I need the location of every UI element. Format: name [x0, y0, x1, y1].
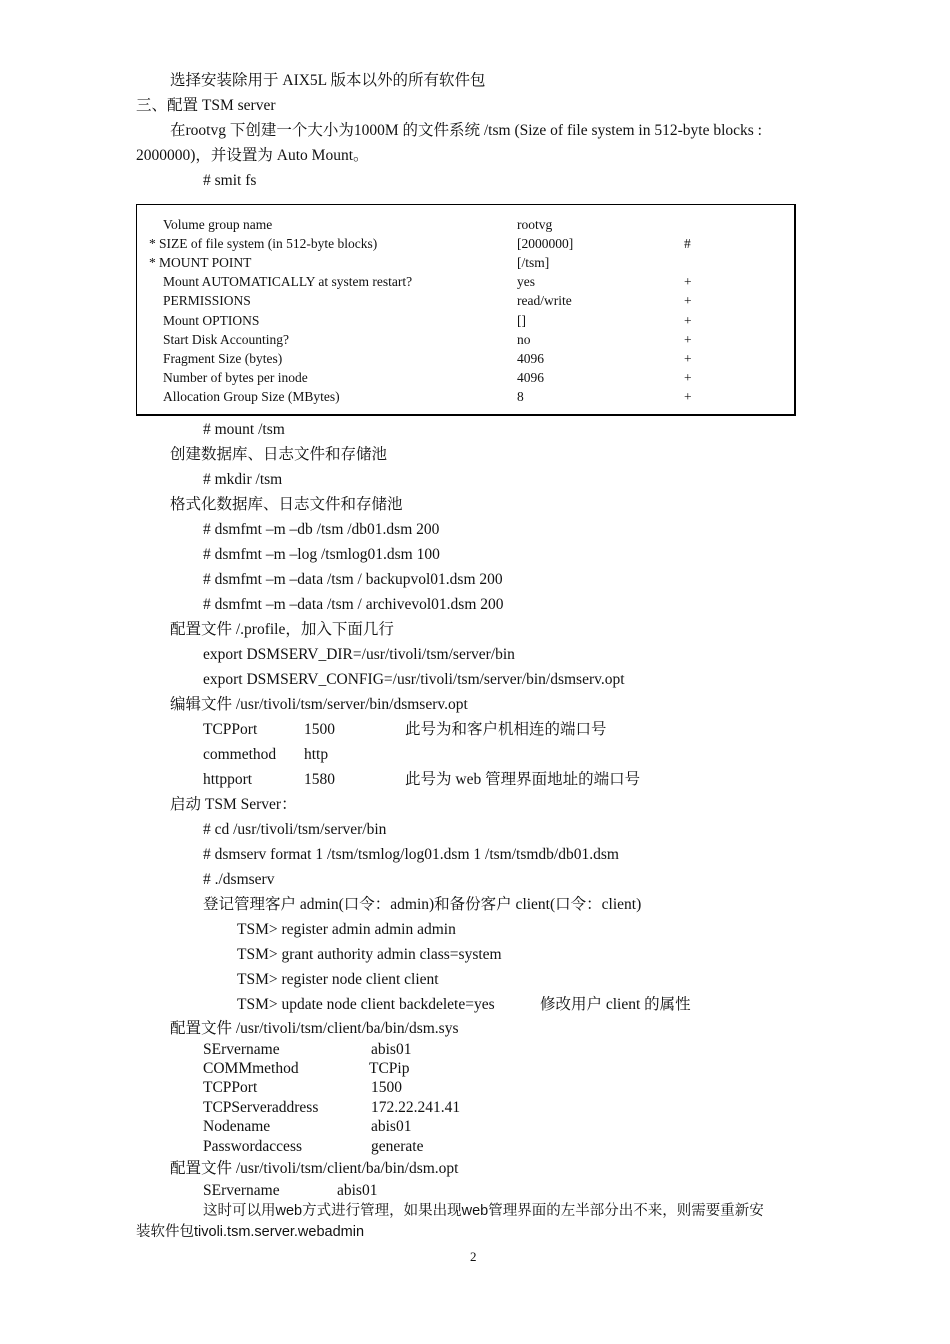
field-label: Volume group name: [163, 217, 273, 232]
sys-key: TCPPort: [203, 1079, 258, 1096]
intro-line: 选择安装除用于 AIX5L 版本以外的所有软件包: [170, 72, 486, 89]
field-suffix: +: [684, 370, 692, 385]
field-suffix: +: [684, 389, 692, 404]
paragraph-line: 在rootvg 下创建一个大小为1000M 的文件系统 /tsm (Size of file system in 512-byte blocks :: [170, 122, 762, 139]
paragraph-line: 2000000)，并设置为 Auto Mount。: [136, 147, 369, 164]
option-key: TCPPort: [203, 721, 258, 738]
opt-value: abis01: [337, 1182, 378, 1199]
field-label: MOUNT POINT: [159, 255, 252, 270]
section-heading: 三、配置 TSM server: [136, 97, 276, 114]
field-suffix: +: [684, 351, 692, 366]
command-line: # dsmserv format 1 /tsm/tsmlog/log01.dsm 1 /tsm/tsmdb/db01.dsm: [203, 846, 619, 863]
field-label: Mount AUTOMATICALLY at system restart?: [163, 274, 413, 289]
opt-key: SErvername: [203, 1182, 280, 1199]
option-note: 此号为和客户机相连的端口号: [405, 721, 607, 738]
field-value: no: [517, 332, 531, 347]
step-heading: 启动 TSM Server：: [170, 796, 297, 813]
final-paragraph-line: 装软件包tivoli.tsm.server.webadmin: [136, 1224, 365, 1240]
required-mark: *: [149, 255, 156, 270]
page-number: 2: [470, 1249, 477, 1264]
field-label: SIZE of file system (in 512-byte blocks): [159, 236, 378, 251]
field-suffix: +: [684, 313, 692, 328]
sys-key: SErvername: [203, 1041, 280, 1058]
field-suffix: +: [684, 332, 692, 347]
field-suffix: +: [684, 274, 692, 289]
command-line: # mount /tsm: [203, 421, 285, 438]
tsm-command: TSM> register node client client: [237, 971, 439, 988]
sys-value: generate: [371, 1138, 424, 1155]
command-line: # ./dsmserv: [203, 871, 275, 888]
field-value: read/write: [517, 293, 572, 308]
tsm-command: TSM> grant authority admin class=system: [237, 946, 502, 963]
step-heading: 配置文件 /usr/tivoli/tsm/client/ba/bin/dsm.opt: [170, 1160, 459, 1177]
field-value: [2000000]: [517, 236, 574, 251]
command-line: export DSMSERV_DIR=/usr/tivoli/tsm/server/bin: [203, 646, 515, 663]
form-row: [149, 254, 252, 272]
final-paragraph-line: 这时可以用web方式进行管理，如果出现web管理界面的左半部分出不来，则需要重新安: [203, 1203, 764, 1219]
option-value: 1580: [304, 771, 335, 788]
field-value: 4096: [517, 351, 544, 366]
command-line: # dsmfmt –m –log /tsmlog01.dsm 100: [203, 546, 440, 563]
step-heading: 编辑文件 /usr/tivoli/tsm/server/bin/dsmserv.opt: [170, 696, 468, 713]
field-label: Start Disk Accounting?: [163, 332, 289, 347]
command-line: export DSMSERV_CONFIG=/usr/tivoli/tsm/server/bin/dsmserv.opt: [203, 671, 625, 688]
field-value: rootvg: [517, 217, 553, 232]
field-value: 4096: [517, 370, 544, 385]
required-mark: *: [149, 236, 156, 251]
command-line: # dsmfmt –m –db /tsm /db01.dsm 200: [203, 521, 440, 538]
field-suffix: +: [684, 293, 692, 308]
command-line: # dsmfmt –m –data /tsm / backupvol01.dsm 200: [203, 571, 503, 588]
step-heading: 创建数据库、日志文件和存储池: [170, 446, 388, 463]
command-line: # smit fs: [203, 172, 257, 189]
field-label: Number of bytes per inode: [163, 370, 308, 385]
step-heading: 配置文件 /.profile，加入下面几行: [170, 621, 394, 638]
command-line: # mkdir /tsm: [203, 471, 283, 488]
sys-key: COMMmethod: [203, 1060, 299, 1077]
sys-value: abis01: [371, 1041, 412, 1058]
option-key: commethod: [203, 746, 277, 763]
sys-key: Passwordaccess: [203, 1138, 303, 1155]
tsm-command-note: 修改用户 client 的属性: [540, 996, 691, 1013]
field-value: 8: [517, 389, 524, 404]
smit-form-box: [136, 204, 796, 416]
field-value: yes: [517, 274, 535, 289]
tsm-command: TSM> register admin admin admin: [237, 921, 456, 938]
option-note: 此号为 web 管理界面地址的端口号: [405, 771, 641, 788]
sys-value: abis01: [371, 1118, 412, 1135]
option-value: http: [304, 746, 329, 763]
option-value: 1500: [304, 721, 335, 738]
register-note: 登记管理客户 admin(口令：admin)和备份客户 client(口令：client): [203, 896, 642, 913]
sys-value: TCPip: [369, 1060, 410, 1077]
sys-value: 172.22.241.41: [371, 1099, 461, 1116]
field-label: PERMISSIONS: [163, 293, 251, 308]
field-suffix: #: [684, 236, 691, 251]
step-heading: 格式化数据库、日志文件和存储池: [170, 496, 403, 513]
option-key: httpport: [203, 771, 253, 788]
field-label: Fragment Size (bytes): [163, 351, 283, 366]
sys-key: TCPServeraddress: [203, 1099, 319, 1116]
form-row: [149, 235, 378, 253]
sys-key: Nodename: [203, 1118, 271, 1135]
field-label: Allocation Group Size (MBytes): [163, 389, 340, 404]
step-heading: 配置文件 /usr/tivoli/tsm/client/ba/bin/dsm.sys: [170, 1020, 459, 1037]
field-value: []: [517, 313, 526, 328]
sys-value: 1500: [371, 1079, 402, 1096]
field-label: Mount OPTIONS: [163, 313, 260, 328]
field-value: [/tsm]: [517, 255, 550, 270]
command-line: # cd /usr/tivoli/tsm/server/bin: [203, 821, 387, 838]
command-line: # dsmfmt –m –data /tsm / archivevol01.dsm 200: [203, 596, 504, 613]
tsm-command: TSM> update node client backdelete=yes: [237, 996, 495, 1013]
